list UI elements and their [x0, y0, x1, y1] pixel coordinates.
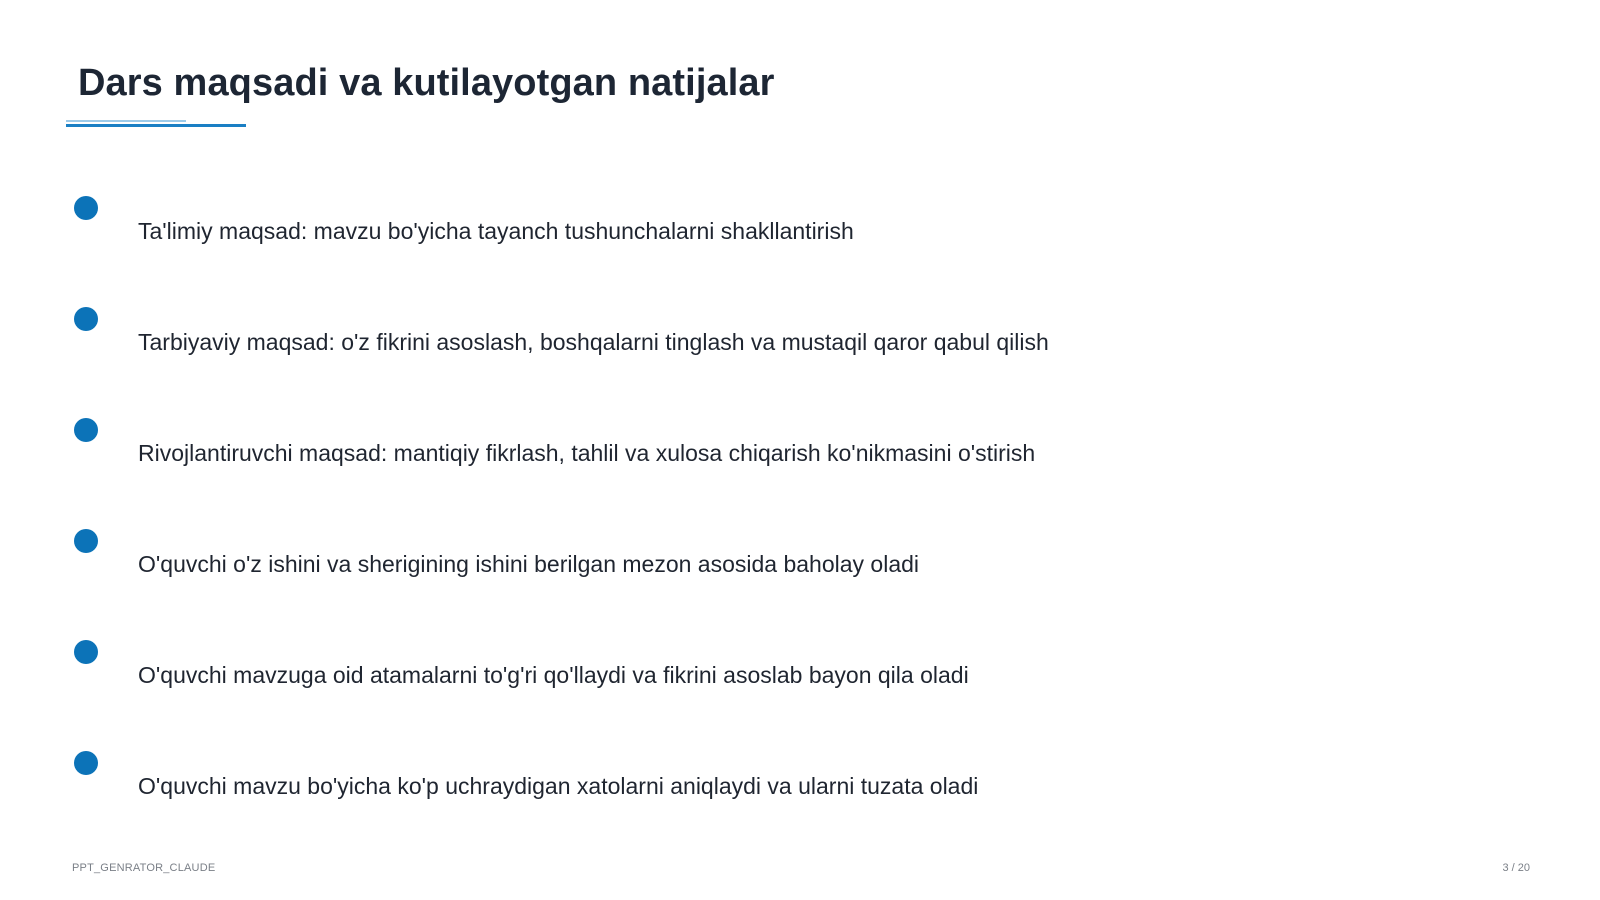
bullet-text: Ta'limiy maqsad: mavzu bo'yicha tayanch tushunchalarni shakllantirish [138, 218, 854, 244]
bullet-text: O'quvchi o'z ishini va sherigining ishini berilgan mezon asosida baholay oladi [138, 551, 920, 577]
bullet-dot-icon [74, 529, 98, 553]
list-item [0, 640, 1600, 720]
bullet-dot-icon [74, 640, 98, 664]
bullet-dot-icon [74, 196, 98, 220]
footer-label: PPT_GENRATOR_CLAUDE [72, 862, 216, 874]
page-indicator: 3 / 20 [1502, 862, 1530, 874]
slide-title: Dars maqsadi va kutilayotgan natijalar [78, 62, 775, 104]
list-item [0, 751, 1600, 831]
bullet-dot-icon [74, 418, 98, 442]
bullet-dot-icon [74, 307, 98, 331]
list-item [0, 529, 1600, 609]
bullet-text: O'quvchi mavzuga oid atamalarni to'g'ri qo'llaydi va fikrini asoslab bayon qila oladi [138, 662, 969, 688]
bullet-dot-icon [74, 751, 98, 775]
bullet-text: Tarbiyaviy maqsad: o'z fikrini asoslash, boshqalarni tinglash va mustaqil qaror qabul qilish [138, 329, 1049, 355]
bullet-text: O'quvchi mavzu bo'yicha ko'p uchraydigan xatolarni aniqlaydi va ularni tuzata oladi [138, 773, 979, 799]
list-item [0, 418, 1600, 498]
list-item [0, 196, 1600, 276]
bullet-text: Rivojlantiruvchi maqsad: mantiqiy fikrlash, tahlil va xulosa chiqarish ko'nikmasini o'stirish [138, 440, 1036, 466]
list-item [0, 307, 1600, 387]
